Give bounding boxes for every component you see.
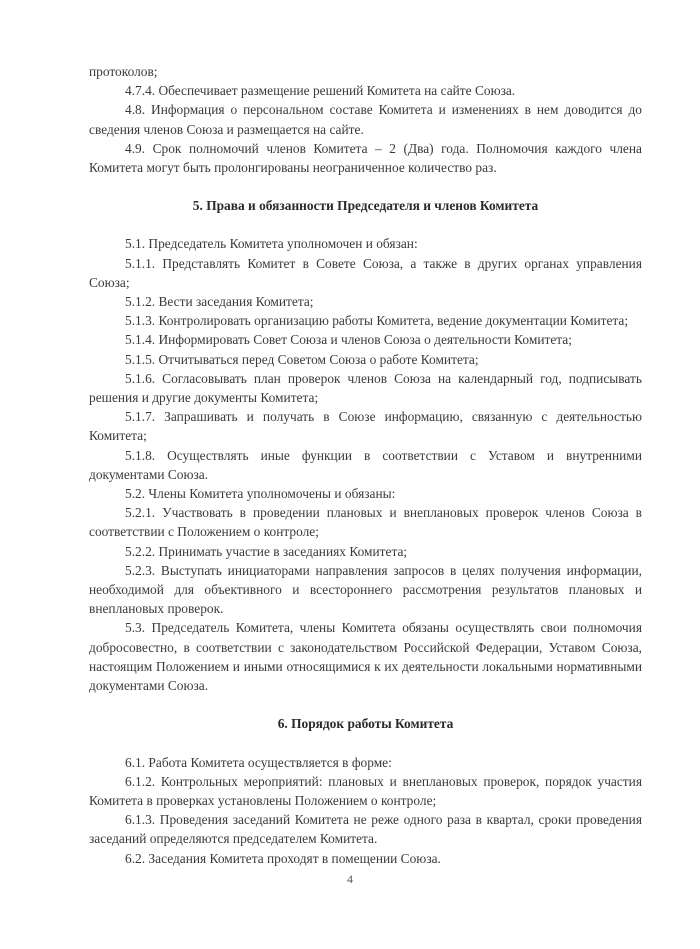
paragraph-6-2: 6.2. Заседания Комитета проходят в помещении Союза.	[125, 850, 441, 866]
paragraph-protocols-continuation: протоколов;	[89, 64, 158, 79]
paragraph-5-1-4: 5.1.4. Информировать Совет Союза и членов Союза о деятельности Комитета;	[125, 332, 572, 348]
spacer	[89, 695, 642, 714]
spacer	[89, 177, 642, 196]
paragraph-5-1-5: 5.1.5. Отчитываться перед Советом Союза о работе Комитета;	[125, 351, 479, 367]
paragraph-5-2: 5.2. Члены Комитета уполномочены и обязаны:	[125, 486, 396, 502]
section-6-heading: 6. Порядок работы Комитета	[277, 716, 454, 732]
paragraph-5-3: 5.3. Председатель Комитета, члены Комитета обязаны осуществлять свои полномочия добросовестно, в соответствии с законодательством Российской Федерации, Уставом Союза, настоящим Положением и иными относящимися к их деятельности локальными нормативными документами Союза.	[89, 620, 642, 694]
paragraph-6-1-2: 6.1.2. Контрольных мероприятий: плановых и внеплановых проверок, порядок участия Комитета в проверках установлены Положением о контроле;	[89, 773, 642, 808]
document-page	[89, 62, 642, 868]
spacer	[89, 215, 642, 234]
paragraph-5-2-3: 5.2.3. Выступать инициаторами направления запросов в целях получения информации, необходимой для объективного и всестороннего рассмотрения результатов плановых и внеплановых проверок.	[89, 562, 642, 617]
paragraph-5-1-6: 5.1.6. Согласовывать план проверок членов Союза на календарный год, подписывать решения и другие документы Комитета;	[89, 370, 642, 406]
paragraph-5-1-8: 5.1.8. Осуществлять иные функции в соответствии с Уставом и внутренними документами Союза.	[89, 447, 642, 482]
section-5-heading: 5. Права и обязанности Председателя и членов Комитета	[192, 198, 539, 214]
paragraph-5-1-7: 5.1.7. Запрашивать и получать в Союзе информацию, связанную с деятельностью Комитета;	[89, 409, 642, 444]
paragraph-5-1: 5.1. Председатель Комитета уполномочен и обязан:	[125, 236, 418, 252]
paragraph-4-7-4: 4.7.4. Обеспечивает размещение решений Комитета на сайте Союза.	[125, 83, 516, 99]
paragraph-5-2-2: 5.2.2. Принимать участие в заседаниях Комитета;	[125, 543, 408, 559]
paragraph-5-2-1: 5.2.1. Участвовать в проведении плановых и внеплановых проверок членов Союза в соответствии с Положением о контроле;	[89, 505, 642, 540]
paragraph-5-1-2: 5.1.2. Вести заседания Комитета;	[125, 294, 314, 310]
page-number: 4	[347, 872, 353, 886]
paragraph-4-8: 4.8. Информация о персональном составе Комитета и изменениях в нем доводится до сведения членов Союза и размещается на сайте.	[89, 102, 642, 137]
spacer	[89, 734, 642, 753]
paragraph-5-1-3: 5.1.3. Контролировать организацию работы Комитета, ведение документации Комитета;	[125, 313, 629, 329]
paragraph-6-1-3: 6.1.3. Проведения заседаний Комитета не реже одного раза в квартал, сроки проведения заседаний определяются председателем Комитета.	[89, 812, 642, 847]
paragraph-6-1: 6.1. Работа Комитета осуществляется в форме:	[125, 754, 392, 770]
paragraph-4-9: 4.9. Срок полномочий членов Комитета – 2 (Два) года. Полномочия каждого члена Комитета могут быть пролонгированы неограниченное количество раз.	[89, 140, 642, 176]
paragraph-5-1-1: 5.1.1. Представлять Комитет в Совете Союза, а также в других органах управления Союза;	[89, 255, 642, 290]
